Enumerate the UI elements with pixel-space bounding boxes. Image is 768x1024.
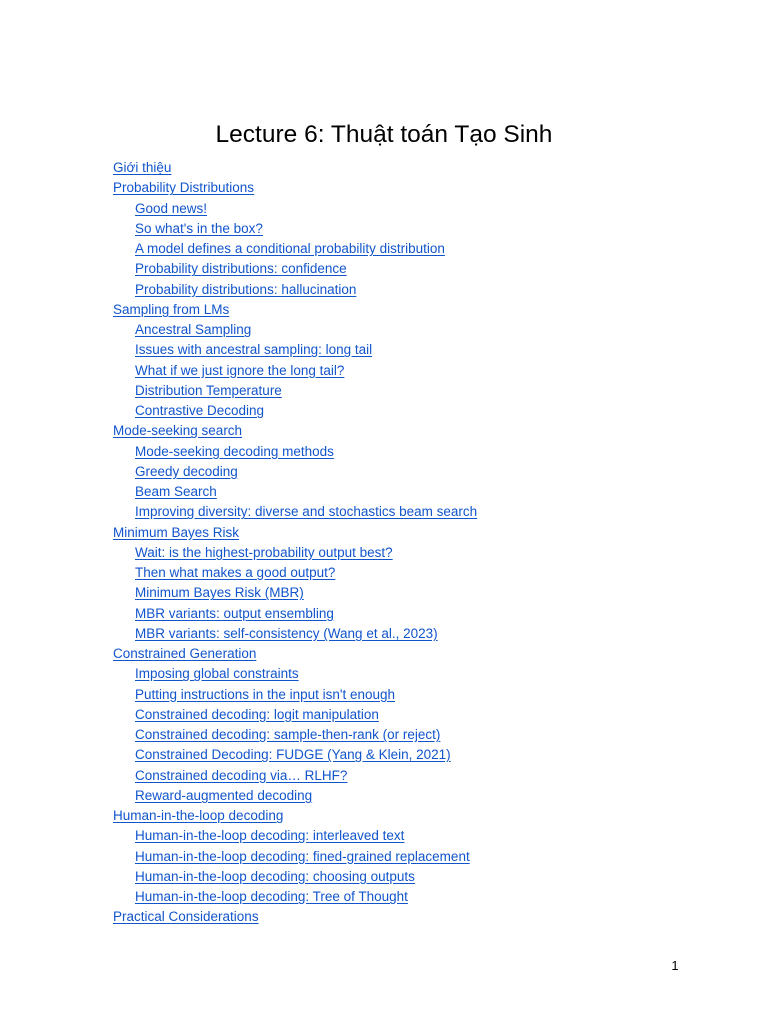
toc-subsection [113,685,713,705]
toc-link[interactable]: Constrained decoding: sample-then-rank (or reject) [135,727,441,742]
toc-subsection [113,442,713,462]
toc-section [113,644,713,664]
toc-link[interactable]: Distribution Temperature [135,382,282,398]
toc-subsection [113,583,713,603]
toc-link[interactable]: Mode-seeking decoding methods [135,443,334,459]
toc-link[interactable]: What if we just ignore the long tail? [135,362,345,378]
toc-link[interactable]: Giới thiệu [113,160,172,175]
toc-link[interactable]: Human-in-the-loop decoding: interleaved text [135,828,405,844]
toc-link[interactable]: Probability distributions: confidence [135,261,347,277]
toc-subsection [113,482,713,502]
toc-subsection [113,826,713,846]
toc-subsection [113,705,713,725]
toc-link[interactable]: Beam Search [135,484,217,499]
toc-section [113,300,713,320]
toc-link[interactable]: Human-in-the-loop decoding: Tree of Thought [135,889,408,904]
toc-link[interactable]: MBR variants: output ensembling [135,605,334,621]
toc-subsection [113,664,713,684]
table-of-contents [113,158,713,928]
toc-link[interactable]: Constrained Decoding: FUDGE (Yang & Klein, 2021) [135,747,451,763]
toc-link[interactable]: Putting instructions in the input isn't enough [135,686,395,702]
toc-link[interactable]: Minimum Bayes Risk (MBR) [135,585,304,601]
toc-subsection [113,502,713,522]
toc-link[interactable]: Human-in-the-loop decoding: fined-grained replacement [135,848,470,864]
page-number: 1 [671,958,679,973]
toc-link[interactable]: Greedy decoding [135,463,238,479]
toc-link[interactable]: Then what makes a good output? [135,565,336,580]
toc-subsection [113,624,713,644]
toc-subsection [113,847,713,867]
toc-section [113,806,713,826]
toc-link[interactable]: Improving diversity: diverse and stochastics beam search [135,504,478,520]
toc-link[interactable]: Constrained Generation [113,646,257,661]
toc-link[interactable]: Human-in-the-loop decoding [113,808,284,823]
toc-subsection [113,725,713,745]
toc-link[interactable]: So what's in the box? [135,220,263,236]
toc-link[interactable]: Probability Distributions [113,180,255,196]
toc-subsection [113,462,713,482]
toc-link[interactable]: Human-in-the-loop decoding: choosing outputs [135,868,415,884]
toc-subsection [113,887,713,907]
toc-link[interactable]: Constrained decoding via… RLHF? [135,767,348,783]
toc-subsection [113,361,713,381]
toc-subsection [113,340,713,360]
toc-section [113,158,713,178]
toc-link[interactable]: Wait: is the highest-probability output best? [135,544,393,560]
toc-subsection [113,259,713,279]
toc-link[interactable]: Constrained decoding: logit manipulation [135,706,379,722]
toc-subsection [113,199,713,219]
toc-subsection [113,219,713,239]
toc-link[interactable]: Probability distributions: hallucination [135,281,357,297]
toc-subsection [113,745,713,765]
toc-link[interactable]: Good news! [135,200,208,216]
toc-link[interactable]: A model defines a conditional probability distribution [135,241,445,256]
toc-subsection [113,239,713,259]
toc-subsection [113,766,713,786]
toc-link[interactable]: Reward-augmented decoding [135,787,313,803]
toc-link[interactable]: MBR variants: self-consistency (Wang et al., 2023) [135,625,438,641]
toc-link[interactable]: Issues with ancestral sampling: long tail [135,342,373,358]
toc-subsection [113,563,713,583]
toc-subsection [113,401,713,421]
toc-section [113,907,713,927]
toc-subsection [113,786,713,806]
toc-subsection [113,320,713,340]
toc-subsection [113,543,713,563]
toc-section [113,178,713,198]
toc-subsection [113,280,713,300]
toc-section [113,421,713,441]
toc-link[interactable]: Ancestral Sampling [135,322,252,337]
toc-subsection [113,381,713,401]
toc-subsection [113,867,713,887]
toc-subsection [113,604,713,624]
toc-link[interactable]: Mode-seeking search [113,423,243,439]
toc-link[interactable]: Practical Considerations [113,909,259,925]
toc-link[interactable]: Sampling from LMs [113,301,230,317]
toc-link[interactable]: Minimum Bayes Risk [113,524,240,540]
page-title: Lecture 6: Thuật toán Tạo Sinh [215,121,553,148]
toc-section [113,523,713,543]
toc-link[interactable]: Imposing global constraints [135,666,299,682]
toc-link[interactable]: Contrastive Decoding [135,403,265,418]
